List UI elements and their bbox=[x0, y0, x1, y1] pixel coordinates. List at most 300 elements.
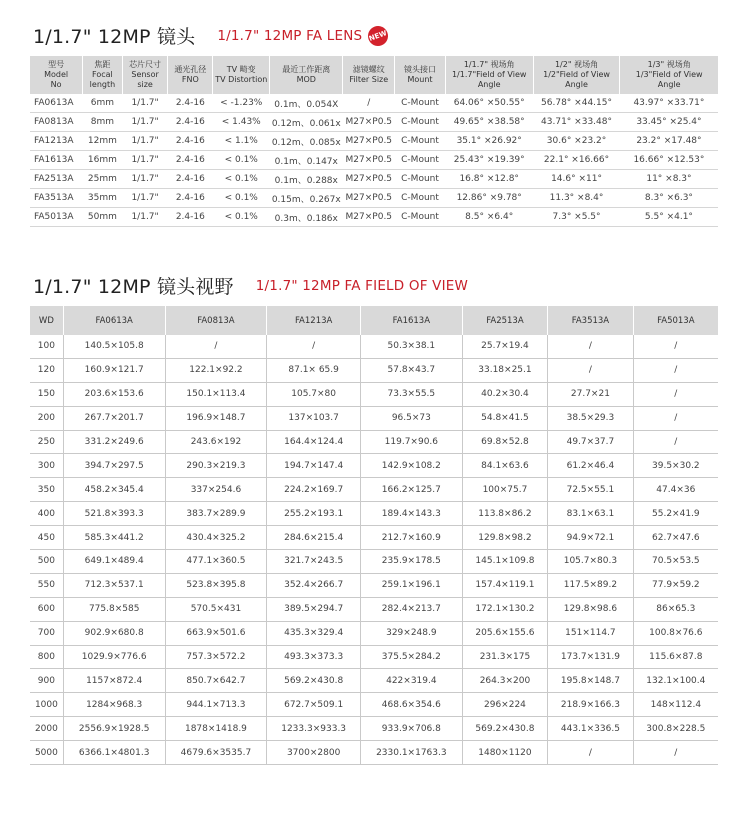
fov-cell: 100×75.7 bbox=[462, 478, 547, 502]
fov-cell: 115.6×87.8 bbox=[633, 645, 718, 669]
fov-cell: 6366.1×4801.3 bbox=[63, 741, 165, 765]
fov-cell: 73.3×55.5 bbox=[360, 382, 462, 406]
fov-cell: / bbox=[267, 335, 361, 358]
spec-cell: 33.45° ×25.4° bbox=[620, 113, 718, 132]
fov-cell: 389.5×294.7 bbox=[267, 597, 361, 621]
fov-cell: 267.7×201.7 bbox=[63, 406, 165, 430]
fov-cell: 77.9×59.2 bbox=[633, 573, 718, 597]
spec-header-cell bbox=[270, 56, 343, 94]
spec-cell: < 0.1% bbox=[213, 151, 270, 170]
spec-cell: 7.3° ×5.5° bbox=[533, 208, 620, 227]
fov-cell: 105.7×80.3 bbox=[548, 550, 633, 574]
table-row bbox=[30, 170, 718, 189]
lens-spec-table bbox=[30, 56, 718, 227]
fov-cell: 94.9×72.1 bbox=[548, 526, 633, 550]
table-row bbox=[30, 573, 718, 597]
spec-header-line: size bbox=[137, 80, 153, 89]
spec-cell: 0.1m、0.288x bbox=[270, 170, 343, 189]
fov-cell: 775.8×585 bbox=[63, 597, 165, 621]
spec-cell: 12.86° ×9.78° bbox=[445, 189, 533, 208]
table-row bbox=[30, 132, 718, 151]
spec-header-cell bbox=[343, 56, 395, 94]
fov-cell: 2330.1×1763.3 bbox=[360, 741, 462, 765]
spec-cell: M27×P0.5 bbox=[343, 132, 395, 151]
fov-cell: 1284×968.3 bbox=[63, 693, 165, 717]
spec-header-line: 1/2" 视场角 bbox=[554, 60, 599, 69]
fov-cell: 196.9×148.7 bbox=[165, 406, 267, 430]
spec-header-cell bbox=[168, 56, 213, 94]
spec-cell: 11° ×8.3° bbox=[620, 170, 718, 189]
spec-cell: FA1613A bbox=[30, 151, 83, 170]
fov-cell: 329×248.9 bbox=[360, 621, 462, 645]
fov-cell: 458.2×345.4 bbox=[63, 478, 165, 502]
spec-header-cell bbox=[395, 56, 445, 94]
table-row bbox=[30, 151, 718, 170]
fov-cell: 117.5×89.2 bbox=[548, 573, 633, 597]
fov-cell: 569.2×430.8 bbox=[462, 717, 547, 741]
fov-cell: 1480×1120 bbox=[462, 741, 547, 765]
spec-cell: 2.4-16 bbox=[168, 132, 213, 151]
fov-cell: 4679.6×3535.7 bbox=[165, 741, 267, 765]
fov-cell: 282.4×213.7 bbox=[360, 597, 462, 621]
fov-cell: 850.7×642.7 bbox=[165, 669, 267, 693]
spec-header-line: 1/3" 视场角 bbox=[647, 60, 691, 69]
lens-spec-title-row bbox=[33, 22, 388, 49]
spec-cell: 16.66° ×12.53° bbox=[620, 151, 718, 170]
fov-cell: 944.1×713.3 bbox=[165, 693, 267, 717]
spec-cell: C-Mount bbox=[395, 94, 445, 113]
spec-cell: M27×P0.5 bbox=[343, 170, 395, 189]
spec-cell: M27×P0.5 bbox=[343, 151, 395, 170]
fov-cell: 194.7×147.4 bbox=[267, 454, 361, 478]
spec-cell: 30.6° ×23.2° bbox=[533, 132, 620, 151]
spec-cell: FA0613A bbox=[30, 94, 83, 113]
fov-cell: 27.7×21 bbox=[548, 382, 633, 406]
lens-spec-title: 1/1.7" 12MP 镜头 bbox=[33, 26, 196, 48]
fov-cell: 523.8×395.8 bbox=[165, 573, 267, 597]
fov-cell: 84.1×63.6 bbox=[462, 454, 547, 478]
fov-cell: 243.6×192 bbox=[165, 430, 267, 454]
fov-cell: 203.6×153.6 bbox=[63, 382, 165, 406]
fov-cell: 148×112.4 bbox=[633, 693, 718, 717]
fov-cell: 195.8×148.7 bbox=[548, 669, 633, 693]
fov-cell: 570.5×431 bbox=[165, 597, 267, 621]
fov-cell: 105.7×80 bbox=[267, 382, 361, 406]
fov-cell: 443.1×336.5 bbox=[548, 717, 633, 741]
fov-header-cell: FA3513A bbox=[548, 306, 633, 335]
spec-header-cell bbox=[122, 56, 168, 94]
spec-cell: 12mm bbox=[83, 132, 123, 151]
fov-cell: 477.1×360.5 bbox=[165, 550, 267, 574]
fov-cell: 569.2×430.8 bbox=[267, 669, 361, 693]
spec-header-line: TV Distortion bbox=[215, 75, 268, 84]
spec-cell: FA3513A bbox=[30, 189, 83, 208]
fov-cell: 83.1×63.1 bbox=[548, 502, 633, 526]
fov-cell: 1233.3×933.3 bbox=[267, 717, 361, 741]
spec-header-line: Model bbox=[44, 70, 69, 79]
spec-header-line: No bbox=[50, 80, 62, 89]
spec-header-line: Angle bbox=[477, 80, 501, 89]
spec-header-line: Focal bbox=[92, 70, 113, 79]
fov-header-cell: FA1213A bbox=[267, 306, 361, 335]
spec-cell: 2.4-16 bbox=[168, 151, 213, 170]
fov-cell: 493.3×373.3 bbox=[267, 645, 361, 669]
fov-cell: / bbox=[633, 358, 718, 382]
table-row bbox=[30, 717, 718, 741]
fov-cell: 2556.9×1928.5 bbox=[63, 717, 165, 741]
fov-cell: 38.5×29.3 bbox=[548, 406, 633, 430]
spec-cell: 35mm bbox=[83, 189, 123, 208]
spec-cell: < 1.43% bbox=[213, 113, 270, 132]
fov-cell: 902.9×680.8 bbox=[63, 621, 165, 645]
fov-cell: 235.9×178.5 bbox=[360, 550, 462, 574]
fov-cell: 157.4×119.1 bbox=[462, 573, 547, 597]
fov-cell: 1878×1418.9 bbox=[165, 717, 267, 741]
fov-cell: 151×114.7 bbox=[548, 621, 633, 645]
fov-cell: 255.2×193.1 bbox=[267, 502, 361, 526]
fov-cell: 585.3×441.2 bbox=[63, 526, 165, 550]
fov-cell: 72.5×55.1 bbox=[548, 478, 633, 502]
fov-cell: 96.5×73 bbox=[360, 406, 462, 430]
fov-cell: 352.4×266.7 bbox=[267, 573, 361, 597]
spec-cell: 1/1.7" bbox=[122, 189, 168, 208]
spec-cell: 14.6° ×11° bbox=[533, 170, 620, 189]
spec-header-line: 1/3"Field of View bbox=[635, 70, 703, 79]
table-row bbox=[30, 406, 718, 430]
spec-cell: 0.12m、0.085x bbox=[270, 132, 343, 151]
wd-cell: 900 bbox=[30, 669, 63, 693]
fov-cell: 383.7×289.9 bbox=[165, 502, 267, 526]
fov-title-row bbox=[33, 272, 468, 299]
wd-cell: 400 bbox=[30, 502, 63, 526]
spec-cell: FA2513A bbox=[30, 170, 83, 189]
fov-header-cell: FA2513A bbox=[462, 306, 547, 335]
spec-header-line: 1/2"Field of View bbox=[543, 70, 610, 79]
spec-cell: C-Mount bbox=[395, 170, 445, 189]
spec-cell: < 0.1% bbox=[213, 170, 270, 189]
spec-cell: 0.15m、0.267x bbox=[270, 189, 343, 208]
spec-cell: M27×P0.5 bbox=[343, 208, 395, 227]
spec-header-cell bbox=[30, 56, 83, 94]
spec-header-line: Mount bbox=[407, 75, 433, 84]
table-row bbox=[30, 550, 718, 574]
fov-cell: / bbox=[633, 430, 718, 454]
spec-cell: 1/1.7" bbox=[122, 170, 168, 189]
fov-cell: 50.3×38.1 bbox=[360, 335, 462, 358]
table-row bbox=[30, 502, 718, 526]
fov-cell: 331.2×249.6 bbox=[63, 430, 165, 454]
table-row bbox=[30, 693, 718, 717]
fov-cell: / bbox=[548, 741, 633, 765]
wd-cell: 450 bbox=[30, 526, 63, 550]
spec-header-line: Angle bbox=[565, 80, 588, 89]
fov-cell: 55.2×41.9 bbox=[633, 502, 718, 526]
spec-cell: M27×P0.5 bbox=[343, 113, 395, 132]
spec-cell: 0.1m、0.054X bbox=[270, 94, 343, 113]
spec-cell: 2.4-16 bbox=[168, 208, 213, 227]
fov-cell: 521.8×393.3 bbox=[63, 502, 165, 526]
new-badge-icon: NEW bbox=[365, 23, 391, 49]
table-row bbox=[30, 430, 718, 454]
spec-cell: 11.3° ×8.4° bbox=[533, 189, 620, 208]
spec-cell: 25mm bbox=[83, 170, 123, 189]
fov-cell: 87.1× 65.9 bbox=[267, 358, 361, 382]
lens-spec-header-row bbox=[30, 56, 718, 94]
fov-cell: 757.3×572.2 bbox=[165, 645, 267, 669]
fov-cell: 672.7×509.1 bbox=[267, 693, 361, 717]
fov-cell: 25.7×19.4 bbox=[462, 335, 547, 358]
table-row bbox=[30, 741, 718, 765]
fov-cell: 57.8×43.7 bbox=[360, 358, 462, 382]
spec-header-line: 芯片尺寸 bbox=[129, 60, 162, 69]
spec-header-line: Filter Size bbox=[349, 75, 389, 84]
fov-cell: 129.8×98.6 bbox=[548, 597, 633, 621]
spec-header-line: Angle bbox=[657, 80, 681, 89]
fov-cell: 173.7×131.9 bbox=[548, 645, 633, 669]
spec-cell: C-Mount bbox=[395, 132, 445, 151]
spec-header-line: TV 畸变 bbox=[226, 65, 256, 74]
fov-cell: 321.7×243.5 bbox=[267, 550, 361, 574]
table-row bbox=[30, 189, 718, 208]
fov-cell: 189.4×143.3 bbox=[360, 502, 462, 526]
wd-cell: 120 bbox=[30, 358, 63, 382]
table-row bbox=[30, 382, 718, 406]
wd-cell: 800 bbox=[30, 645, 63, 669]
spec-header-line: Sensor bbox=[131, 70, 159, 79]
wd-cell: 600 bbox=[30, 597, 63, 621]
spec-header-line: 1/1.7" 视场角 bbox=[463, 60, 515, 69]
spec-header-line: FNO bbox=[181, 75, 199, 84]
fov-cell: / bbox=[548, 358, 633, 382]
fov-cell: 259.1×196.1 bbox=[360, 573, 462, 597]
fov-cell: 649.1×489.4 bbox=[63, 550, 165, 574]
spec-cell: 64.06° ×50.55° bbox=[445, 94, 533, 113]
spec-cell: 1/1.7" bbox=[122, 208, 168, 227]
fov-cell: 218.9×166.3 bbox=[548, 693, 633, 717]
spec-header-line: 最近工作距离 bbox=[282, 65, 331, 74]
table-row bbox=[30, 621, 718, 645]
fov-cell: 129.8×98.2 bbox=[462, 526, 547, 550]
fov-cell: 122.1×92.2 bbox=[165, 358, 267, 382]
fov-cell: 160.9×121.7 bbox=[63, 358, 165, 382]
spec-cell: 5.5° ×4.1° bbox=[620, 208, 718, 227]
fov-cell: 100.8×76.6 bbox=[633, 621, 718, 645]
fov-cell: 300.8×228.5 bbox=[633, 717, 718, 741]
wd-cell: 550 bbox=[30, 573, 63, 597]
wd-cell: 5000 bbox=[30, 741, 63, 765]
fov-cell: 933.9×706.8 bbox=[360, 717, 462, 741]
fov-cell: 62.7×47.6 bbox=[633, 526, 718, 550]
fov-cell: 3700×2800 bbox=[267, 741, 361, 765]
lens-spec-title-en: 1/1.7" 12MP FA LENS bbox=[217, 27, 363, 44]
fov-cell: 69.8×52.8 bbox=[462, 430, 547, 454]
fov-header-cell: WD bbox=[30, 306, 63, 335]
fov-cell: 150.1×113.4 bbox=[165, 382, 267, 406]
spec-cell: 43.97° ×33.71° bbox=[620, 94, 718, 113]
spec-header-line: 1/1.7"Field of View bbox=[451, 70, 527, 79]
spec-cell: 1/1.7" bbox=[122, 94, 168, 113]
spec-cell: 8.3° ×6.3° bbox=[620, 189, 718, 208]
spec-header-cell bbox=[213, 56, 270, 94]
wd-cell: 1000 bbox=[30, 693, 63, 717]
wd-cell: 250 bbox=[30, 430, 63, 454]
table-row bbox=[30, 478, 718, 502]
spec-header-line: 镜头接口 bbox=[404, 65, 437, 74]
spec-cell: 2.4-16 bbox=[168, 170, 213, 189]
fov-header-cell: FA1613A bbox=[360, 306, 462, 335]
spec-cell: 8.5° ×6.4° bbox=[445, 208, 533, 227]
table-row bbox=[30, 358, 718, 382]
spec-cell: 1/1.7" bbox=[122, 113, 168, 132]
wd-cell: 150 bbox=[30, 382, 63, 406]
wd-cell: 200 bbox=[30, 406, 63, 430]
fov-cell: 231.3×175 bbox=[462, 645, 547, 669]
fov-cell: 422×319.4 bbox=[360, 669, 462, 693]
fov-cell: 205.6×155.6 bbox=[462, 621, 547, 645]
spec-cell: 1/1.7" bbox=[122, 151, 168, 170]
fov-cell: 712.3×537.1 bbox=[63, 573, 165, 597]
spec-header-cell bbox=[533, 56, 620, 94]
table-row bbox=[30, 113, 718, 132]
fov-cell: 49.7×37.7 bbox=[548, 430, 633, 454]
fov-cell: 290.3×219.3 bbox=[165, 454, 267, 478]
spec-cell: 8mm bbox=[83, 113, 123, 132]
fov-cell: 284.6×215.4 bbox=[267, 526, 361, 550]
spec-cell: FA5013A bbox=[30, 208, 83, 227]
wd-cell: 500 bbox=[30, 550, 63, 574]
fov-cell: 375.5×284.2 bbox=[360, 645, 462, 669]
fov-cell: 164.4×124.4 bbox=[267, 430, 361, 454]
wd-cell: 350 bbox=[30, 478, 63, 502]
fov-cell: 70.5×53.5 bbox=[633, 550, 718, 574]
fov-cell: 39.5×30.2 bbox=[633, 454, 718, 478]
spec-cell: 16.8° ×12.8° bbox=[445, 170, 533, 189]
fov-cell: 140.5×105.8 bbox=[63, 335, 165, 358]
fov-cell: 663.9×501.6 bbox=[165, 621, 267, 645]
spec-header-line: 滤镜螺纹 bbox=[352, 65, 385, 74]
fov-cell: / bbox=[165, 335, 267, 358]
spec-cell: 25.43° ×19.39° bbox=[445, 151, 533, 170]
spec-cell: C-Mount bbox=[395, 113, 445, 132]
spec-cell: 1/1.7" bbox=[122, 132, 168, 151]
spec-cell: C-Mount bbox=[395, 151, 445, 170]
fov-cell: 132.1×100.4 bbox=[633, 669, 718, 693]
spec-cell: C-Mount bbox=[395, 189, 445, 208]
fov-cell: 119.7×90.6 bbox=[360, 430, 462, 454]
table-row bbox=[30, 94, 718, 113]
fov-cell: 142.9×108.2 bbox=[360, 454, 462, 478]
spec-cell: < -1.23% bbox=[213, 94, 270, 113]
fov-cell: 264.3×200 bbox=[462, 669, 547, 693]
spec-cell: 2.4-16 bbox=[168, 189, 213, 208]
spec-cell: 0.1m、0.147x bbox=[270, 151, 343, 170]
wd-cell: 300 bbox=[30, 454, 63, 478]
fov-cell: / bbox=[633, 382, 718, 406]
spec-cell: < 0.1% bbox=[213, 189, 270, 208]
spec-cell: 23.2° ×17.48° bbox=[620, 132, 718, 151]
fov-cell: 47.4×36 bbox=[633, 478, 718, 502]
fov-cell: 33.18×25.1 bbox=[462, 358, 547, 382]
fov-cell: 145.1×109.8 bbox=[462, 550, 547, 574]
fov-cell: 1157×872.4 bbox=[63, 669, 165, 693]
spec-cell: < 0.1% bbox=[213, 208, 270, 227]
wd-cell: 100 bbox=[30, 335, 63, 358]
wd-cell: 700 bbox=[30, 621, 63, 645]
spec-header-cell bbox=[83, 56, 123, 94]
fov-table bbox=[30, 306, 718, 765]
fov-cell: 394.7×297.5 bbox=[63, 454, 165, 478]
spec-cell: 6mm bbox=[83, 94, 123, 113]
spec-header-line: length bbox=[89, 80, 116, 89]
table-row bbox=[30, 526, 718, 550]
fov-cell: 61.2×46.4 bbox=[548, 454, 633, 478]
spec-cell: 2.4-16 bbox=[168, 113, 213, 132]
spec-header-line: 型号 bbox=[48, 60, 65, 69]
fov-cell: 430.4×325.2 bbox=[165, 526, 267, 550]
fov-header-cell: FA0813A bbox=[165, 306, 267, 335]
fov-cell: / bbox=[633, 406, 718, 430]
fov-header-row bbox=[30, 306, 718, 335]
table-row bbox=[30, 335, 718, 358]
spec-cell: 56.78° ×44.15° bbox=[533, 94, 620, 113]
spec-cell: 0.3m、0.186x bbox=[270, 208, 343, 227]
spec-header-line: 焦距 bbox=[94, 60, 111, 69]
spec-cell: M27×P0.5 bbox=[343, 189, 395, 208]
fov-cell: 40.2×30.4 bbox=[462, 382, 547, 406]
spec-cell: 2.4-16 bbox=[168, 94, 213, 113]
spec-cell: FA0813A bbox=[30, 113, 83, 132]
fov-cell: 54.8×41.5 bbox=[462, 406, 547, 430]
spec-header-cell bbox=[445, 56, 533, 94]
spec-header-line: MOD bbox=[296, 75, 316, 84]
spec-cell: 50mm bbox=[83, 208, 123, 227]
fov-header-cell: FA5013A bbox=[633, 306, 718, 335]
wd-cell: 2000 bbox=[30, 717, 63, 741]
fov-header-cell: FA0613A bbox=[63, 306, 165, 335]
fov-cell: 113.8×86.2 bbox=[462, 502, 547, 526]
table-row bbox=[30, 597, 718, 621]
fov-cell: 166.2×125.7 bbox=[360, 478, 462, 502]
fov-cell: / bbox=[633, 335, 718, 358]
fov-cell: 468.6×354.6 bbox=[360, 693, 462, 717]
spec-header-line: 通光孔径 bbox=[174, 65, 207, 74]
spec-cell: / bbox=[343, 94, 395, 113]
table-row bbox=[30, 645, 718, 669]
fov-title: 1/1.7" 12MP 镜头视野 bbox=[33, 276, 234, 298]
spec-header-cell bbox=[620, 56, 718, 94]
fov-cell: / bbox=[633, 741, 718, 765]
fov-cell: 337×254.6 bbox=[165, 478, 267, 502]
fov-title-en: 1/1.7" 12MP FA FIELD OF VIEW bbox=[255, 277, 469, 294]
spec-cell: C-Mount bbox=[395, 208, 445, 227]
spec-cell: 49.65° ×38.58° bbox=[445, 113, 533, 132]
fov-cell: 137×103.7 bbox=[267, 406, 361, 430]
table-row bbox=[30, 454, 718, 478]
fov-cell: 1029.9×776.6 bbox=[63, 645, 165, 669]
fov-cell: 296×224 bbox=[462, 693, 547, 717]
spec-cell: < 1.1% bbox=[213, 132, 270, 151]
fov-cell: 435.3×329.4 bbox=[267, 621, 361, 645]
fov-cell: / bbox=[548, 335, 633, 358]
fov-cell: 172.1×130.2 bbox=[462, 597, 547, 621]
fov-cell: 224.2×169.7 bbox=[267, 478, 361, 502]
spec-cell: 22.1° ×16.66° bbox=[533, 151, 620, 170]
fov-cell: 86×65.3 bbox=[633, 597, 718, 621]
table-row bbox=[30, 208, 718, 227]
fov-cell: 212.7×160.9 bbox=[360, 526, 462, 550]
spec-cell: 0.12m、0.061x bbox=[270, 113, 343, 132]
spec-cell: FA1213A bbox=[30, 132, 83, 151]
